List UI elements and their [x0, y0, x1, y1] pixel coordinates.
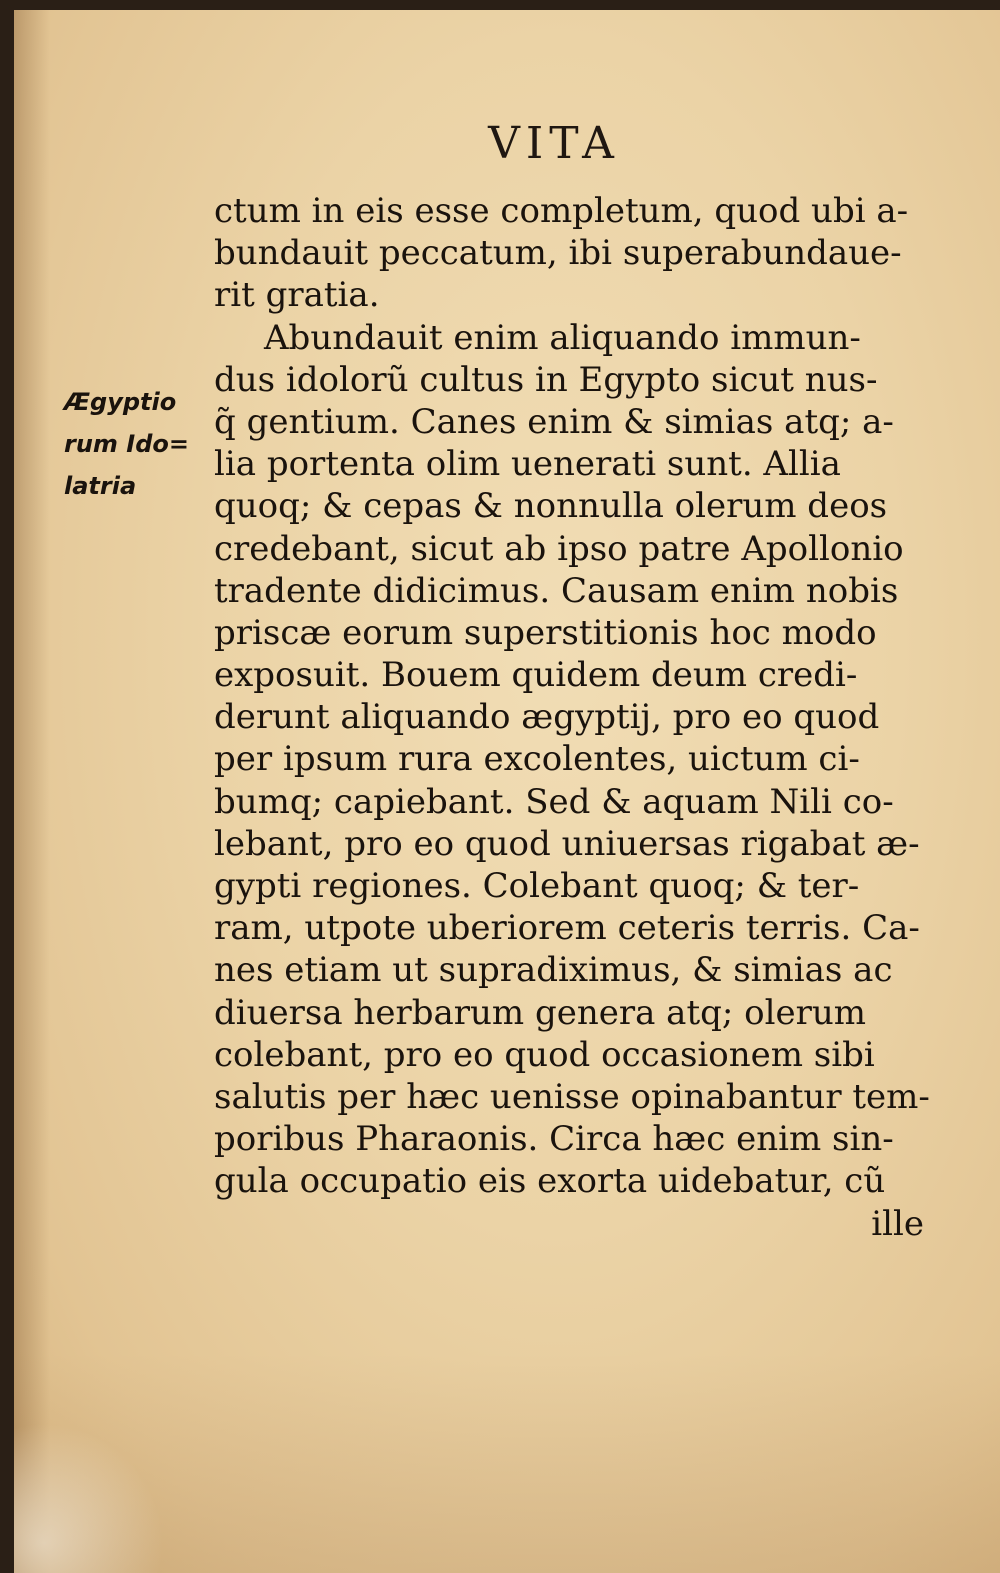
body-text	[214, 190, 934, 1245]
text-line: dus idolorũ cultus in Egypto sicut nus-	[214, 359, 878, 400]
text-line: lebant, pro eo quod uniuersas rigabat æ-	[214, 823, 920, 864]
text-line: quoq; & cepas & nonnulla olerum deos	[214, 486, 888, 527]
paper-stain	[14, 1423, 164, 1573]
text-line: lia portenta olim uenerati sunt. Allia	[214, 444, 841, 485]
text-line: rit gratia.	[214, 275, 380, 316]
text-line: q̃ gentium. Canes enim & simias atq; a-	[214, 401, 894, 442]
text-line: colebant, pro eo quod occasionem sibi	[214, 1034, 875, 1075]
text-line: bumq; capiebant. Sed & aquam Nili co-	[214, 781, 894, 822]
margin-note-line: Ægyptio	[64, 388, 177, 416]
text-line: tradente didicimus. Causam enim nobis	[214, 570, 899, 611]
margin-note-line: latria	[64, 472, 137, 501]
text-line: ctum in eis esse completum, quod ubi a-	[214, 191, 909, 231]
running-head: VITA	[488, 118, 620, 169]
margin-note	[64, 381, 214, 508]
text-line: per ipsum rura excolentes, uictum ci-	[214, 739, 860, 780]
catchword: ille	[871, 1203, 924, 1244]
text-line: diuersa herbarum genera atq; olerum	[214, 992, 866, 1033]
text-line: bundauit peccatum, ibi superabundaue-	[214, 233, 902, 274]
text-line: Abundauit enim aliquando immun-	[264, 317, 861, 358]
text-line: derunt aliquando ægyptij, pro eo quod	[214, 697, 880, 738]
margin-note-line: rum Ido=	[64, 430, 189, 459]
text-line: priscæ eorum superstitionis hoc modo	[214, 612, 877, 653]
text-line: salutis per hæc uenisse opinabantur tem-	[214, 1076, 930, 1117]
text-line: gula occupatio eis exorta uidebatur, cũ	[214, 1161, 886, 1202]
text-line: gypti regiones. Colebant quoq; & ter-	[214, 866, 860, 906]
text-line: poribus Pharaonis. Circa hæc enim sin-	[214, 1119, 894, 1160]
book-page	[14, 10, 1000, 1573]
text-line: nes etiam ut supradiximus, & simias ac	[214, 950, 893, 991]
text-line: credebant, sicut ab ipso patre Apollonio	[214, 528, 904, 569]
text-line: exposuit. Bouem quidem deum credi-	[214, 655, 858, 696]
text-line: ram, utpote uberiorem ceteris terris. Ca-	[214, 908, 920, 949]
